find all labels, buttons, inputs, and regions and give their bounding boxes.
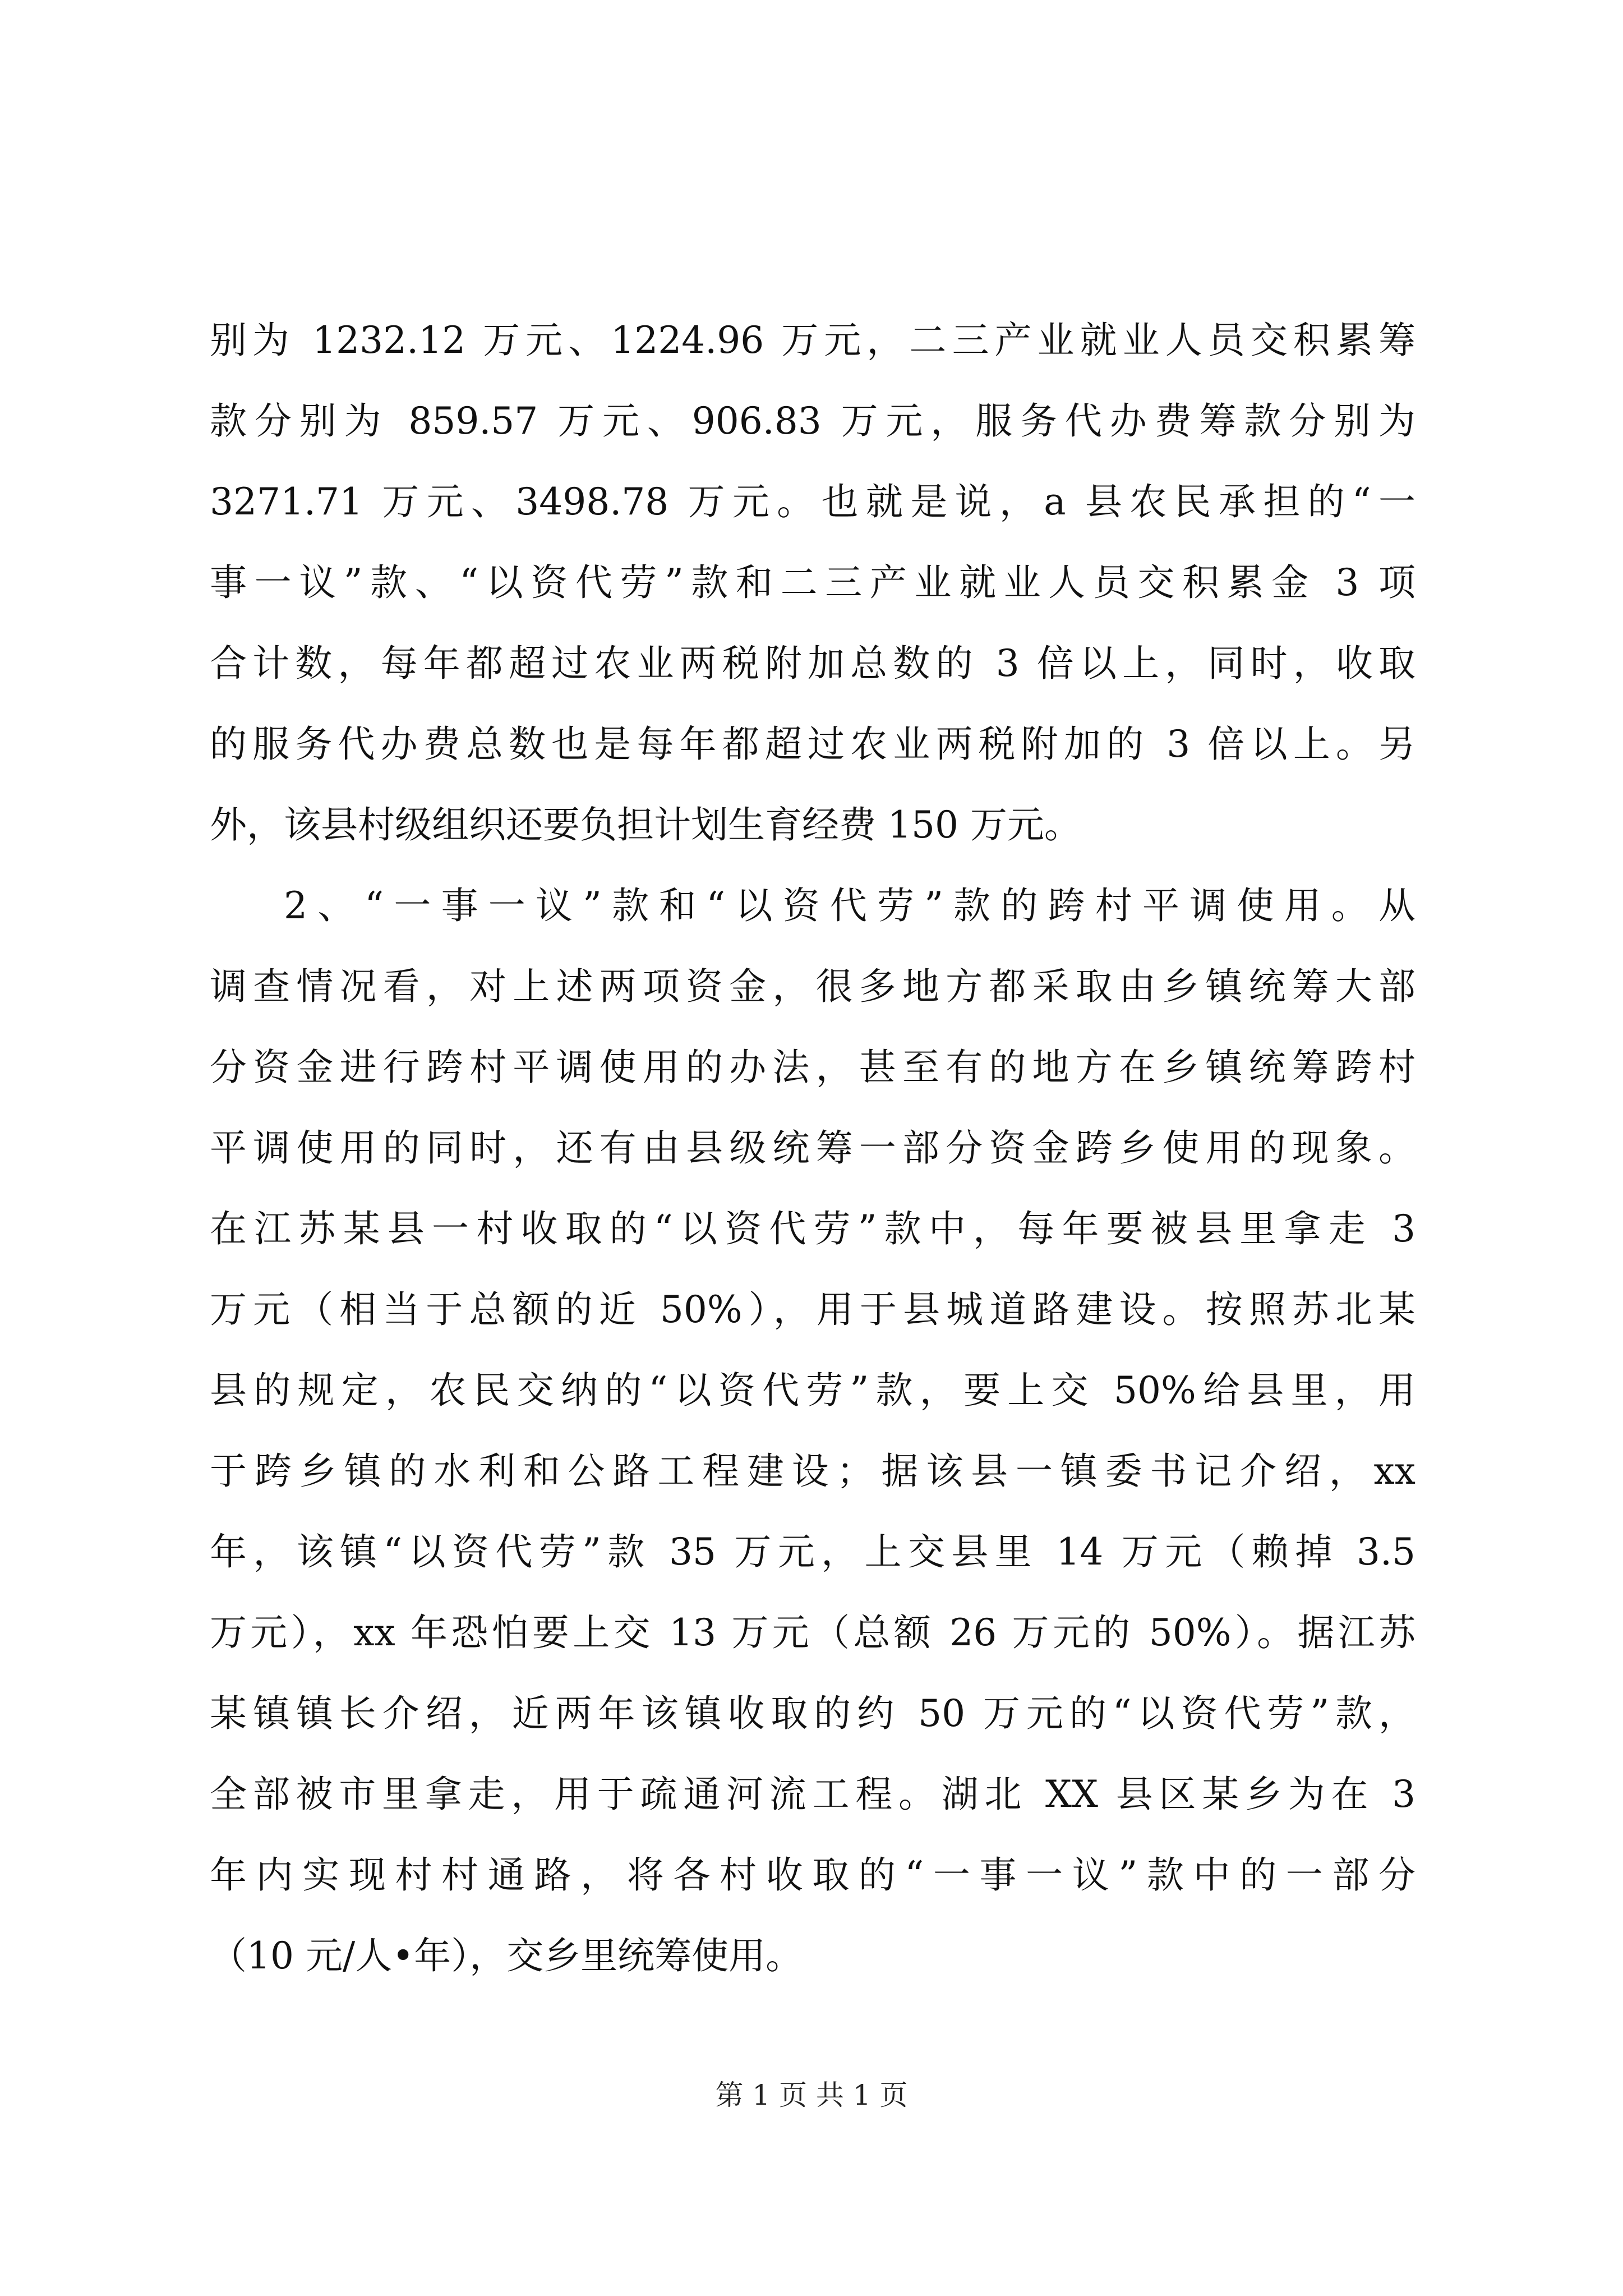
- text-line: 年，该镇“以资代劳”款 35 万元，上交县里 14 万元（赖掉 3.5: [210, 1530, 1415, 1573]
- text-line: 某镇镇长介绍，近两年该镇收取的约 50 万元的“以资代劳”款，: [210, 1692, 1415, 1735]
- text-line: （10 元/人•年），交乡里统筹使用。: [210, 1934, 803, 1977]
- text-line: 万元（相当于总额的近 50%），用于县城道路建设。按照苏北某: [210, 1288, 1415, 1331]
- text-line: 于跨乡镇的水利和公路工程建设；据该县一镇委书记介绍，xx: [210, 1450, 1415, 1493]
- text-line: 县的规定，农民交纳的“以资代劳”款，要上交 50%给县里，用: [210, 1369, 1415, 1412]
- text-line: 别为 1232.12 万元、1224.96 万元，二三产业就业人员交积累筹: [210, 319, 1415, 362]
- text-line: 在江苏某县一村收取的“以资代劳”款中，每年要被县里拿走 3: [210, 1207, 1415, 1250]
- text-line: 3271.71 万元、3498.78 万元。也就是说，a 县农民承担的“一: [210, 480, 1415, 523]
- text-line: 年内实现村村通路，将各村收取的“一事一议”款中的一部分: [210, 1853, 1415, 1897]
- text-line: 全部被市里拿走，用于疏通河流工程。湖北 XX 县区某乡为在 3: [210, 1773, 1415, 1816]
- text-line: 的服务代办费总数也是每年都超过农业两税附加的 3 倍以上。另: [210, 723, 1415, 766]
- text-line: 平调使用的同时，还有由县级统筹一部分资金跨乡使用的现象。: [210, 1126, 1415, 1170]
- text-line: 事一议”款、“以资代劳”款和二三产业就业人员交积累金 3 项: [210, 561, 1415, 604]
- text-line: 调查情况看，对上述两项资金，很多地方都采取由乡镇统筹大部: [210, 965, 1415, 1008]
- text-line: 合计数，每年都超过农业两税附加总数的 3 倍以上，同时，收取: [210, 642, 1415, 685]
- text-line: 款分别为 859.57 万元、906.83 万元，服务代办费筹款分别为: [210, 399, 1415, 443]
- paragraph-2: [210, 866, 1415, 1996]
- text-line: 分资金进行跨村平调使用的办法，甚至有的地方在乡镇统筹跨村: [210, 1046, 1415, 1089]
- text-line: 万元），xx 年恐怕要上交 13 万元（总额 26 万元的 50%）。据江苏: [210, 1611, 1415, 1654]
- text-line: 2、“一事一议”款和“以资代劳”款的跨村平调使用。从: [284, 884, 1415, 927]
- text-line: 外，该县村级组织还要负担计划生育经费 150 万元。: [210, 803, 1081, 846]
- page-number-footer: 第 1 页 共 1 页: [715, 2079, 908, 2111]
- paragraph-1: [210, 300, 1415, 866]
- document-body: [210, 300, 1415, 1996]
